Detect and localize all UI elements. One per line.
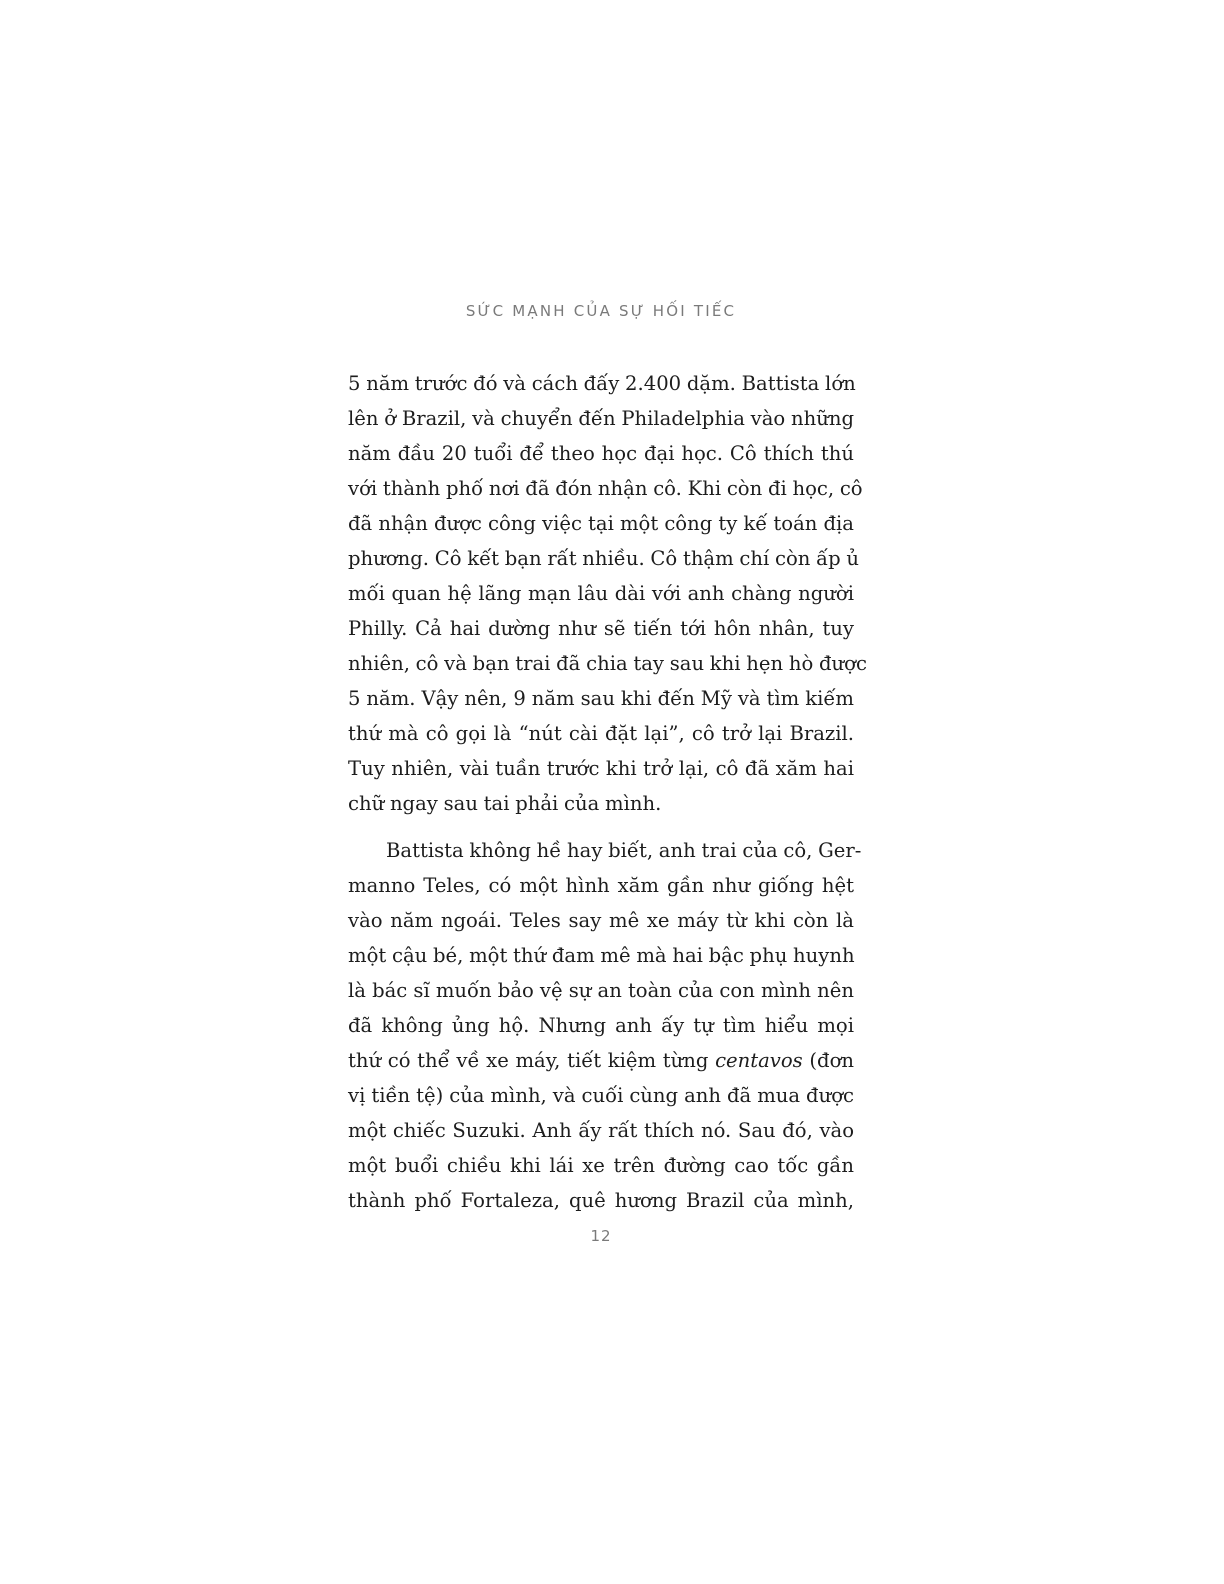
text-line: vị tiền tệ) của mình, và cuối cùng anh đã mua được [348, 1084, 854, 1107]
italic-term: centavos [715, 1049, 803, 1072]
running-title: SỨC MẠNH CỦA SỰ HỐI TIẾC [465, 302, 737, 320]
text-line: mối quan hệ lãng mạn lâu dài với anh chàng người [348, 582, 854, 605]
text-line: nhiên, cô và bạn trai đã chia tay sau khi hẹn hò được [348, 652, 867, 675]
text-line-with-italic [348, 1043, 854, 1078]
text-line: manno Teles, có một hình xăm gần như giống hệt [348, 874, 854, 897]
text-line: Philly. Cả hai dường như sẽ tiến tới hôn nhân, tuy [348, 617, 854, 640]
text-line: Tuy nhiên, vài tuần trước khi trở lại, cô đã xăm hai [348, 757, 854, 780]
text-line: là bác sĩ muốn bảo vệ sự an toàn của con mình nên [348, 979, 854, 1002]
text-line: đã không ủng hộ. Nhưng anh ấy tự tìm hiểu mọi [348, 1014, 854, 1037]
text-line: một chiếc Suzuki. Anh ấy rất thích nó. Sau đó, vào [348, 1119, 854, 1142]
page-number: 12 [590, 1227, 612, 1245]
text-line: với thành phố nơi đã đón nhận cô. Khi còn đi học, cô [348, 477, 863, 500]
paragraph-gap [348, 821, 854, 833]
paragraph [348, 833, 862, 1218]
text-run: thứ có thể về xe máy, tiết kiệm từng [348, 1049, 716, 1072]
text-line: đã nhận được công việc tại một công ty kế toán địa [348, 512, 854, 535]
body-text [348, 366, 867, 1218]
text-line: chữ ngay sau tai phải của mình. [348, 792, 662, 815]
text-line: Battista không hề hay biết, anh trai của cô, Ger- [386, 839, 862, 862]
text-line: 5 năm trước đó và cách đấy 2.400 dặm. Battista lớn [348, 372, 856, 395]
text-line: năm đầu 20 tuổi để theo học đại học. Cô thích thú [348, 442, 854, 465]
text-line: lên ở Brazil, và chuyển đến Philadelphia vào những [348, 407, 854, 430]
text-line: 5 năm. Vậy nên, 9 năm sau khi đến Mỹ và tìm kiếm [348, 687, 854, 710]
text-run: (đơn [802, 1049, 854, 1072]
text-line: một cậu bé, một thứ đam mê mà hai bậc phụ huynh [348, 944, 855, 967]
text-line: một buổi chiều khi lái xe trên đường cao tốc gần [348, 1154, 854, 1177]
text-line: thành phố Fortaleza, quê hương Brazil của mình, [348, 1189, 854, 1212]
paragraph [348, 366, 867, 821]
text-line: vào năm ngoái. Teles say mê xe máy từ khi còn là [348, 909, 854, 932]
text-line: phương. Cô kết bạn rất nhiều. Cô thậm chí còn ấp ủ [348, 547, 860, 570]
text-line: thứ mà cô gọi là “nút cài đặt lại”, cô trở lại Brazil. [348, 722, 854, 745]
